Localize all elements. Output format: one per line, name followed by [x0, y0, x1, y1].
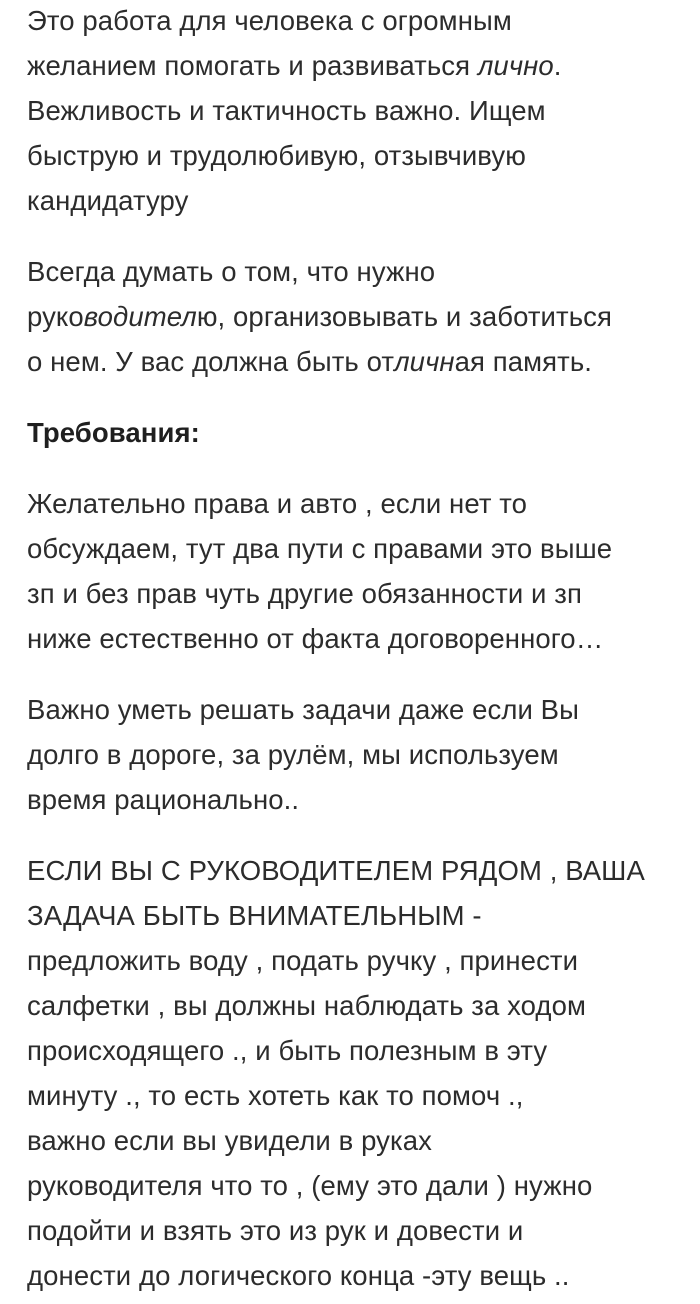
text-segment: Желательно права и авто , если нет то: [27, 488, 528, 519]
text-segment: Это работа для человека с огромным: [27, 5, 512, 36]
text-segment: донести до логического конца -эту вещь ..: [27, 1260, 570, 1291]
text-line: [27, 938, 682, 983]
text-segment: кандидатуру: [27, 185, 189, 216]
paragraph-tasks: [27, 687, 682, 822]
italic-text: водител: [83, 301, 197, 332]
text-segment: ЕСЛИ ВЫ С РУКОВОДИТЕЛЕМ РЯДОМ , ВАША: [27, 855, 645, 886]
text-line: [27, 1253, 682, 1298]
text-segment: .: [553, 50, 562, 81]
text-segment: зп и без прав чуть другие обязанности и зп: [27, 578, 582, 609]
italic-text: личн: [394, 346, 455, 377]
text-segment: время рационально..: [27, 784, 300, 815]
text-line: [27, 893, 682, 938]
text-line: [27, 410, 682, 455]
text-segment: обсуждаем, тут два пути с правами это выше: [27, 533, 613, 564]
paragraph-license: [27, 481, 682, 661]
text-line: [27, 249, 682, 294]
text-segment: Всегда думать о том, что нужно: [27, 256, 436, 287]
text-segment: руководителя что то , (ему это дали ) нужно: [27, 1170, 593, 1201]
text-segment: желанием помогать и развиваться: [27, 50, 478, 81]
text-line: [27, 1208, 682, 1253]
text-line: [27, 687, 682, 732]
text-line: [27, 1028, 682, 1073]
text-segment: происходящего ., и быть полезным в эту: [27, 1035, 548, 1066]
text-segment: подойти и взять это из рук и довести и: [27, 1215, 524, 1246]
text-line: [27, 43, 682, 88]
text-line: [27, 983, 682, 1028]
paragraph-duties: [27, 249, 682, 384]
text-line: [27, 133, 682, 178]
text-segment: ая память.: [454, 346, 593, 377]
text-line: [27, 481, 682, 526]
text-line: [27, 571, 682, 616]
text-segment: ниже естественно от факта договоренного…: [27, 623, 604, 654]
text-line: [27, 526, 682, 571]
text-segment: ЗАДАЧА БЫТЬ ВНИМАТЕЛЬНЫМ -: [27, 900, 482, 931]
text-line: [27, 1118, 682, 1163]
text-line: [27, 339, 682, 384]
text-line: [27, 616, 682, 661]
text-segment: минуту ., то есть хотеть как то помоч .,: [27, 1080, 524, 1111]
italic-text: лично: [477, 50, 554, 81]
text-line: [27, 732, 682, 777]
text-segment: Требования:: [27, 417, 200, 448]
text-line: [27, 848, 682, 893]
paragraph-intro: [27, 0, 682, 223]
text-line: [27, 0, 682, 43]
text-segment: ю, организовывать и заботиться: [196, 301, 612, 332]
text-segment: долго в дороге, за рулём, мы используем: [27, 739, 559, 770]
text-segment: предложить воду , подать ручку , принести: [27, 945, 579, 976]
text-line: [27, 178, 682, 223]
text-segment: о нем. У вас должна быть от: [27, 346, 395, 377]
text-line: [27, 294, 682, 339]
text-line: [27, 1073, 682, 1118]
section-heading: [27, 410, 682, 455]
text-segment: Вежливость и тактичность важно. Ищем: [27, 95, 546, 126]
text-segment: Важно уметь решать задачи даже если Вы: [27, 694, 579, 725]
job-description-text: [27, 0, 682, 1298]
text-line: [27, 1163, 682, 1208]
text-segment: быструю и трудолюбивую, отзывчивую: [27, 140, 526, 171]
text-line: [27, 88, 682, 133]
text-segment: руко: [27, 301, 84, 332]
paragraph-attention: [27, 848, 682, 1298]
text-segment: важно если вы увидели в руках: [27, 1125, 432, 1156]
text-line: [27, 777, 682, 822]
text-segment: салфетки , вы должны наблюдать за ходом: [27, 990, 586, 1021]
